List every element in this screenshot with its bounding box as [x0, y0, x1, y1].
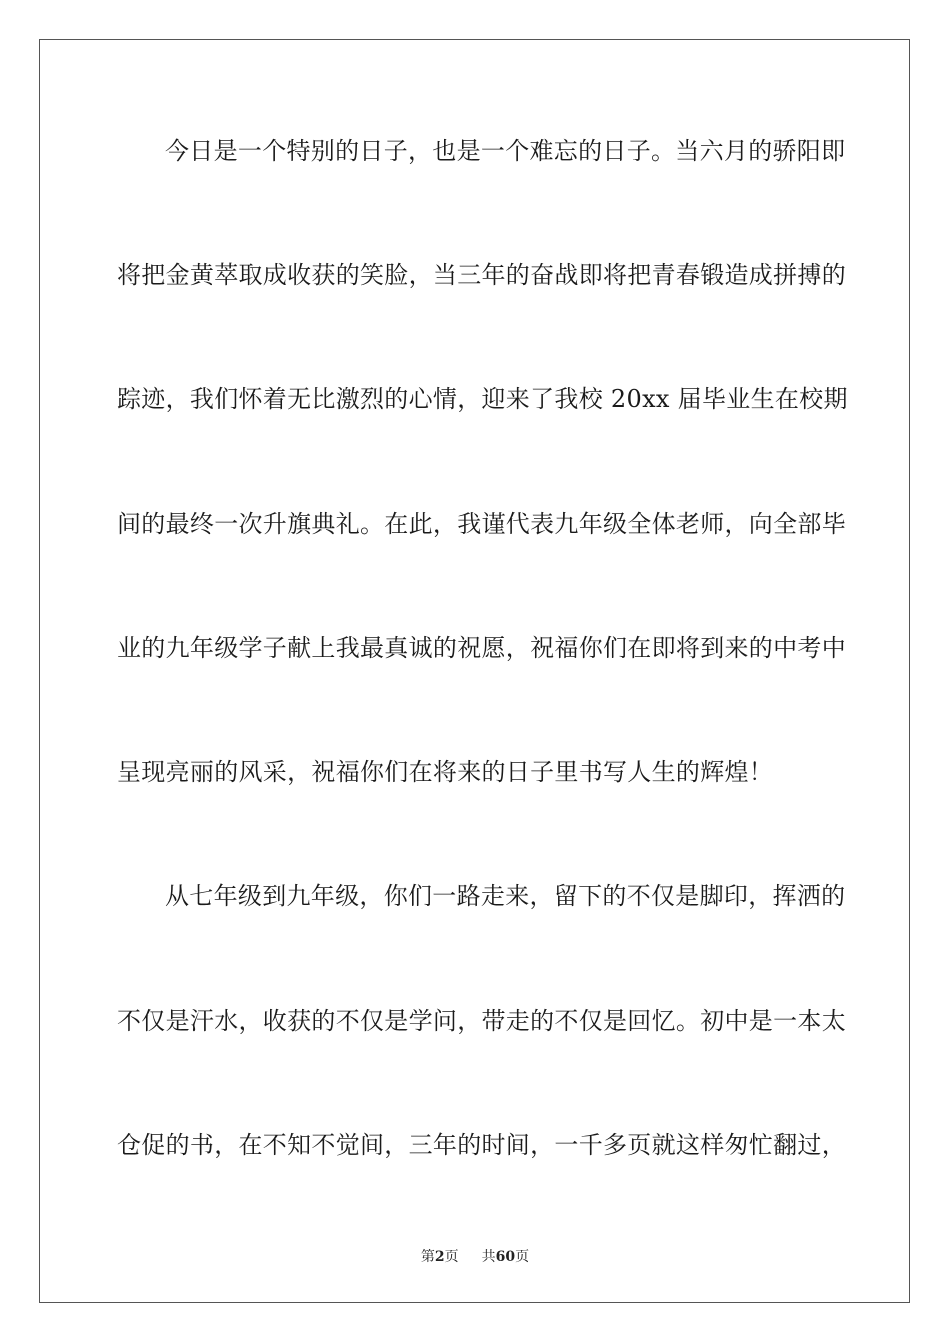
page-number-indicator: [421, 1248, 459, 1266]
paragraph-1-line-1: 今日是一个特别的日子，也是一个难忘的日子。当六月的骄阳即: [165, 137, 846, 165]
paragraph-1-line-6: 呈现亮丽的风采，祝福你们在将来的日子里书写人生的辉煌！: [117, 758, 774, 786]
total-prefix: 共: [481, 1249, 496, 1265]
page-suffix: 页: [444, 1249, 459, 1265]
paragraph-1-line-4: 间的最终一次升旗典礼。在此，我谨代表九年级全体老师，向全部毕: [117, 510, 846, 538]
paragraph-1-line-5: 业的九年级学子献上我最真诚的祝愿，祝福你们在即将到来的中考中: [117, 634, 846, 662]
paragraph-2-line-3: 仓促的书，在不知不觉间，三年的时间，一千多页就这样匆忙翻过，: [117, 1131, 846, 1159]
paragraph-1-line-3: 踪迹，我们怀着无比激烈的心情，迎来了我校 20xx 届毕业生在校期: [117, 385, 848, 413]
page-number: 2: [434, 1249, 445, 1265]
paragraph-2-line-1: 从七年级到九年级，你们一路走来，留下的不仅是脚印，挥洒的: [165, 882, 846, 910]
page-footer: [0, 1248, 950, 1266]
page-border: [39, 39, 910, 1303]
page-prefix: 第: [420, 1249, 435, 1265]
paragraph-2-line-2: 不仅是汗水，收获的不仅是学问，带走的不仅是回忆。初中是一本太: [117, 1007, 846, 1035]
total-pages: 60: [495, 1249, 516, 1265]
paragraph-1-line-2: 将把金黄萃取成收获的笑脸，当三年的奋战即将把青春锻造成拼搏的: [117, 261, 846, 289]
total-suffix: 页: [515, 1249, 530, 1265]
total-pages-indicator: [482, 1248, 529, 1266]
